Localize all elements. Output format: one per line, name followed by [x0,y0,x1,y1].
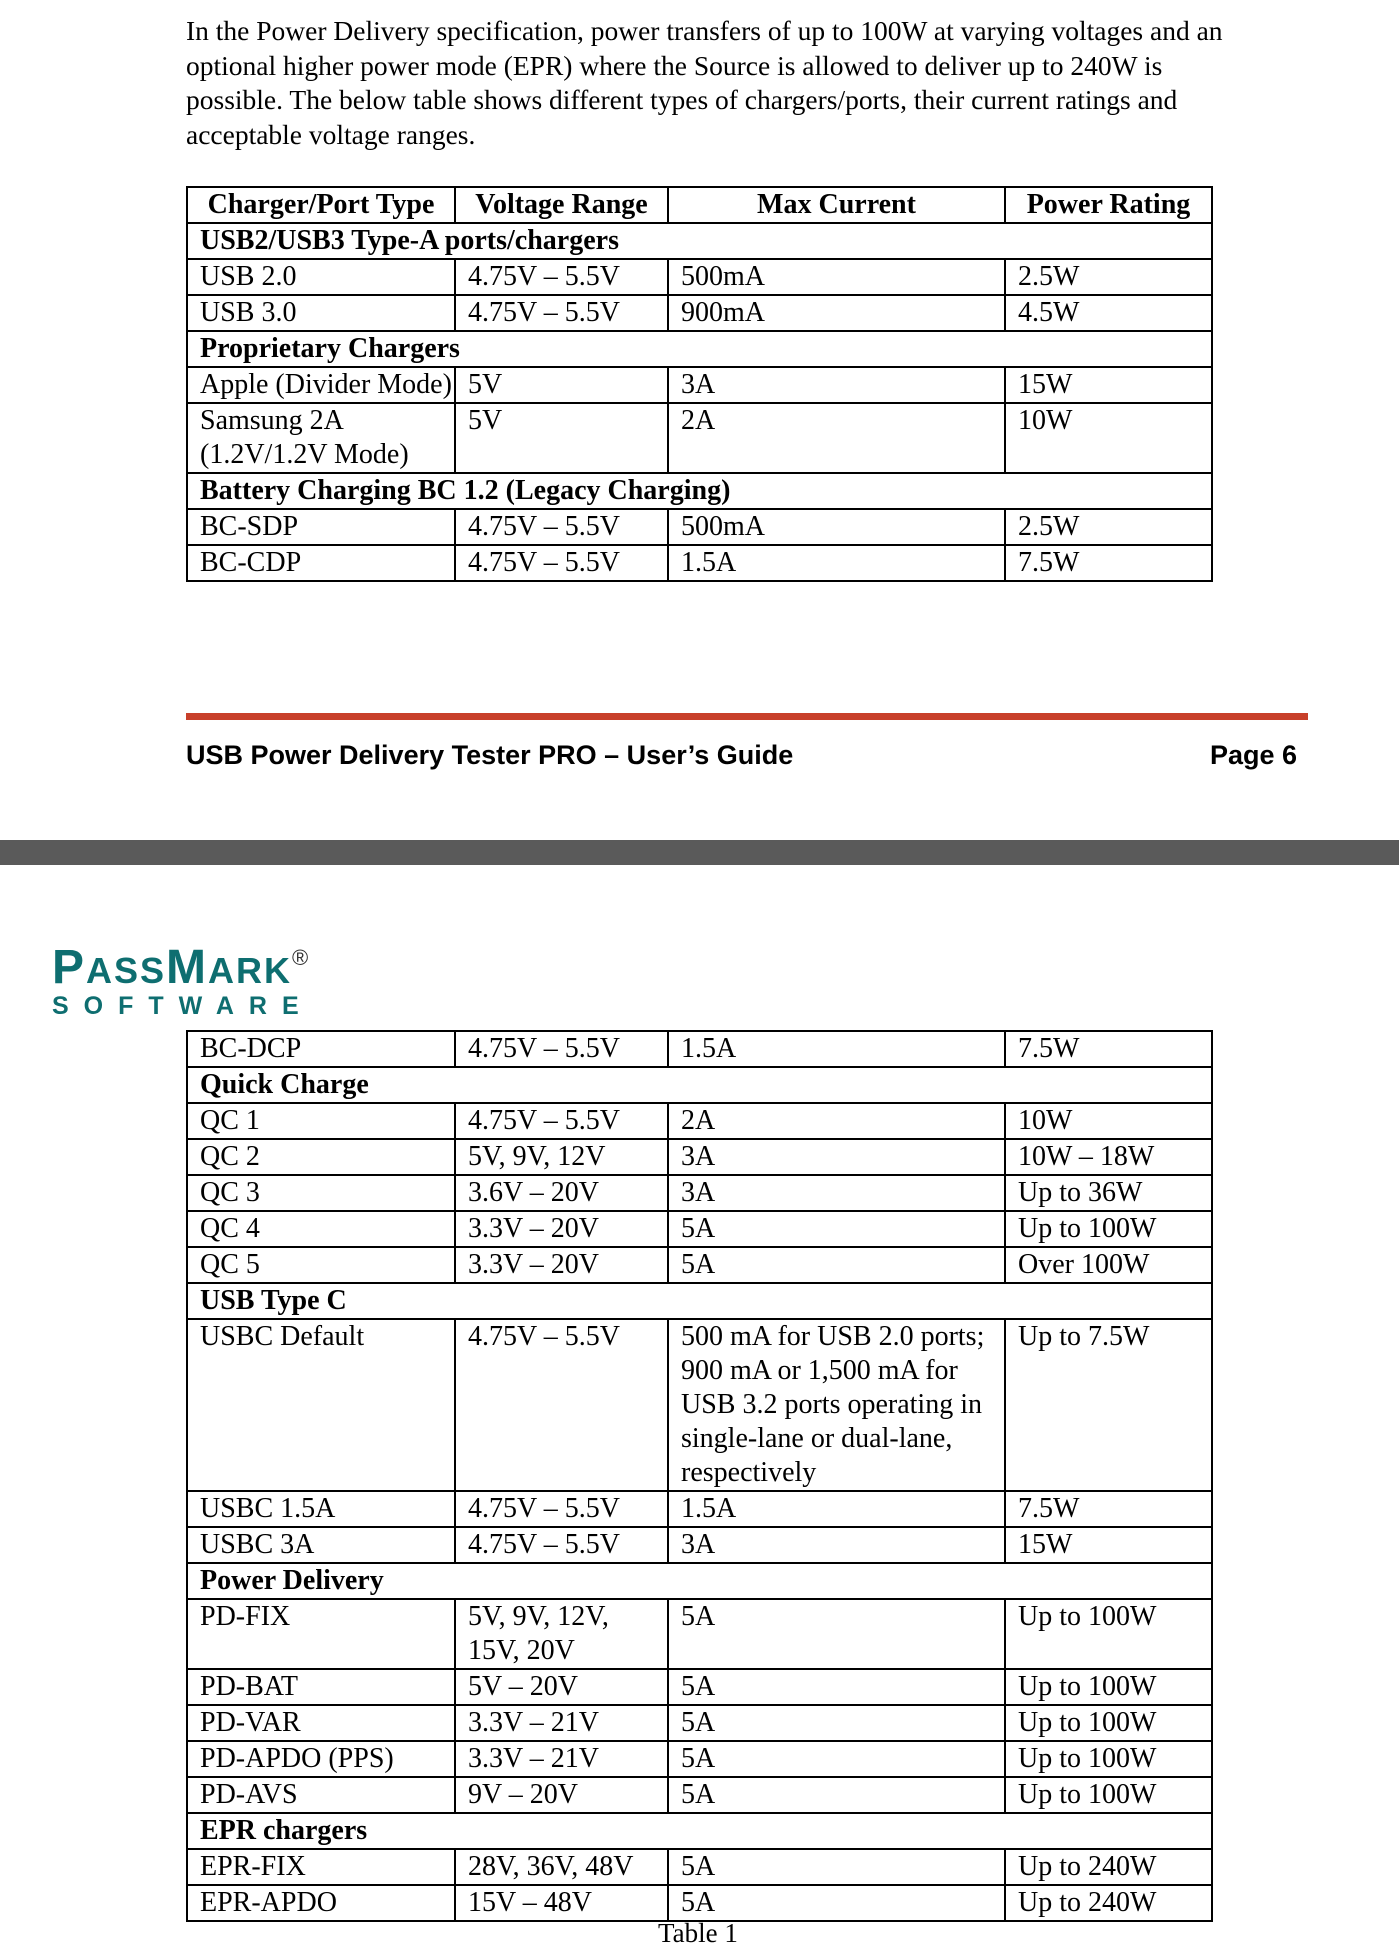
header-voltage-range: Voltage Range [455,187,668,223]
cell-max-current: 500 mA for USB 2.0 ports; 900 mA or 1,500 mA for USB 3.2 ports operating in single-lane or dual-lane, respectively [668,1319,1005,1491]
cell-voltage-range: 4.75V – 5.5V [455,1491,668,1527]
header-charger-port-type: Charger/Port Type [187,187,455,223]
cell-max-current: 5A [668,1885,1005,1921]
logo-subtitle: SOFTWARE [52,992,314,1020]
cell-voltage-range: 4.75V – 5.5V [455,295,668,331]
table-row [187,1031,1212,1067]
section-heading: USB Type C [187,1283,1212,1319]
section-heading: USB2/USB3 Type-A ports/chargers [187,223,1212,259]
cell-voltage-range: 28V, 36V, 48V [455,1849,668,1885]
table-row [187,1139,1212,1175]
footer-divider [186,713,1308,720]
page-number: Page 6 [1210,740,1298,770]
cell-power-rating: 10W [1005,403,1212,473]
cell-charger-type: BC-DCP [187,1031,455,1067]
cell-charger-type: Samsung 2A (1.2V/1.2V Mode) [187,403,455,473]
cell-voltage-range: 3.3V – 21V [455,1705,668,1741]
cell-charger-type: QC 3 [187,1175,455,1211]
cell-charger-type: USB 3.0 [187,295,455,331]
cell-voltage-range: 5V – 20V [455,1669,668,1705]
cell-max-current: 5A [668,1705,1005,1741]
table-row [187,1705,1212,1741]
section-row [187,1067,1212,1103]
cell-power-rating: 15W [1005,1527,1212,1563]
cell-charger-type: USB 2.0 [187,259,455,295]
cell-max-current: 1.5A [668,1031,1005,1067]
charger-table-part-2 [186,1030,1213,1922]
table-row [187,1211,1212,1247]
cell-max-current: 500mA [668,259,1005,295]
cell-power-rating: Over 100W [1005,1247,1212,1283]
cell-charger-type: PD-BAT [187,1669,455,1705]
cell-voltage-range: 4.75V – 5.5V [455,509,668,545]
cell-max-current: 500mA [668,509,1005,545]
table-row [187,1103,1212,1139]
cell-charger-type: USBC 3A [187,1527,455,1563]
cell-power-rating: 10W [1005,1103,1212,1139]
cell-power-rating: Up to 100W [1005,1705,1212,1741]
cell-max-current: 1.5A [668,545,1005,581]
table-row [187,367,1212,403]
cell-max-current: 5A [668,1741,1005,1777]
cell-power-rating: Up to 100W [1005,1741,1212,1777]
table-row [187,1849,1212,1885]
table-row [187,1175,1212,1211]
cell-power-rating: 2.5W [1005,509,1212,545]
cell-charger-type: BC-CDP [187,545,455,581]
table-row [187,295,1212,331]
cell-voltage-range: 4.75V – 5.5V [455,1319,668,1491]
cell-power-rating: 4.5W [1005,295,1212,331]
cell-power-rating: 2.5W [1005,259,1212,295]
cell-charger-type: PD-AVS [187,1777,455,1813]
cell-charger-type: USBC 1.5A [187,1491,455,1527]
cell-max-current: 5A [668,1777,1005,1813]
table-row [187,1599,1212,1669]
cell-charger-type: QC 4 [187,1211,455,1247]
cell-max-current: 2A [668,1103,1005,1139]
section-row [187,331,1212,367]
cell-voltage-range: 4.75V – 5.5V [455,1031,668,1067]
table-row [187,1247,1212,1283]
cell-max-current: 5A [668,1599,1005,1669]
section-row [187,473,1212,509]
cell-power-rating: 15W [1005,367,1212,403]
cell-voltage-range: 5V, 9V, 12V [455,1139,668,1175]
section-heading: Proprietary Chargers [187,331,1212,367]
cell-charger-type: EPR-FIX [187,1849,455,1885]
section-heading: Power Delivery [187,1563,1212,1599]
cell-max-current: 3A [668,1527,1005,1563]
section-row [187,1813,1212,1849]
page-separator [0,840,1399,865]
table-row [187,1491,1212,1527]
cell-power-rating: 7.5W [1005,1031,1212,1067]
cell-power-rating: 7.5W [1005,1491,1212,1527]
table-header-row [187,187,1212,223]
table-row [187,509,1212,545]
section-heading: Quick Charge [187,1067,1212,1103]
table-row [187,1319,1212,1491]
cell-voltage-range: 4.75V – 5.5V [455,1103,668,1139]
section-heading: Battery Charging BC 1.2 (Legacy Charging) [187,473,1212,509]
cell-charger-type: PD-FIX [187,1599,455,1669]
cell-voltage-range: 4.75V – 5.5V [455,545,668,581]
cell-charger-type: USBC Default [187,1319,455,1491]
cell-voltage-range: 4.75V – 5.5V [455,1527,668,1563]
table-row [187,1885,1212,1921]
cell-max-current: 5A [668,1849,1005,1885]
cell-charger-type: PD-VAR [187,1705,455,1741]
cell-voltage-range: 5V, 9V, 12V, 15V, 20V [455,1599,668,1669]
cell-power-rating: 10W – 18W [1005,1139,1212,1175]
cell-max-current: 5A [668,1669,1005,1705]
cell-power-rating: Up to 7.5W [1005,1319,1212,1491]
cell-charger-type: BC-SDP [187,509,455,545]
footer-title: USB Power Delivery Tester PRO – User’s Guide [186,740,794,770]
table-row [187,1777,1212,1813]
table-row [187,259,1212,295]
charger-table-part-1 [186,186,1213,582]
cell-voltage-range: 15V – 48V [455,1885,668,1921]
section-row [187,1283,1212,1319]
table-row [187,545,1212,581]
cell-charger-type: QC 1 [187,1103,455,1139]
table-row [187,1669,1212,1705]
table-caption: Table 1 [658,1918,738,1948]
cell-voltage-range: 3.3V – 21V [455,1741,668,1777]
cell-max-current: 3A [668,1139,1005,1175]
intro-paragraph: In the Power Delivery specification, power transfers of up to 100W at varying voltages and an optional higher power mode (EPR) where the Source is allowed to deliver up to 240W is possible. The below table shows different types of chargers/ports, their current ratings and acceptable voltage ranges. [186,15,1223,150]
header-power-rating: Power Rating [1005,187,1212,223]
cell-voltage-range: 3.3V – 20V [455,1247,668,1283]
cell-power-rating: Up to 240W [1005,1849,1212,1885]
cell-voltage-range: 3.3V – 20V [455,1211,668,1247]
cell-voltage-range: 9V – 20V [455,1777,668,1813]
header-max-current: Max Current [668,187,1005,223]
table-row [187,403,1212,473]
cell-charger-type: QC 5 [187,1247,455,1283]
passmark-logo [52,938,314,1019]
section-heading: EPR chargers [187,1813,1212,1849]
cell-power-rating: Up to 100W [1005,1777,1212,1813]
section-row [187,223,1212,259]
section-row [187,1563,1212,1599]
cell-max-current: 5A [668,1211,1005,1247]
cell-max-current: 2A [668,403,1005,473]
cell-power-rating: Up to 240W [1005,1885,1212,1921]
logo-wordmark: PASSMARK® [52,941,311,994]
cell-charger-type: Apple (Divider Mode) [187,367,455,403]
cell-charger-type: QC 2 [187,1139,455,1175]
cell-voltage-range: 5V [455,367,668,403]
cell-max-current: 900mA [668,295,1005,331]
cell-max-current: 3A [668,1175,1005,1211]
cell-voltage-range: 3.6V – 20V [455,1175,668,1211]
cell-max-current: 3A [668,367,1005,403]
cell-power-rating: Up to 100W [1005,1211,1212,1247]
cell-max-current: 1.5A [668,1491,1005,1527]
cell-voltage-range: 4.75V – 5.5V [455,259,668,295]
table-row [187,1527,1212,1563]
cell-voltage-range: 5V [455,403,668,473]
cell-power-rating: Up to 100W [1005,1669,1212,1705]
cell-power-rating: Up to 36W [1005,1175,1212,1211]
cell-max-current: 5A [668,1247,1005,1283]
cell-power-rating: 7.5W [1005,545,1212,581]
cell-charger-type: PD-APDO (PPS) [187,1741,455,1777]
cell-power-rating: Up to 100W [1005,1599,1212,1669]
table-row [187,1741,1212,1777]
cell-charger-type: EPR-APDO [187,1885,455,1921]
